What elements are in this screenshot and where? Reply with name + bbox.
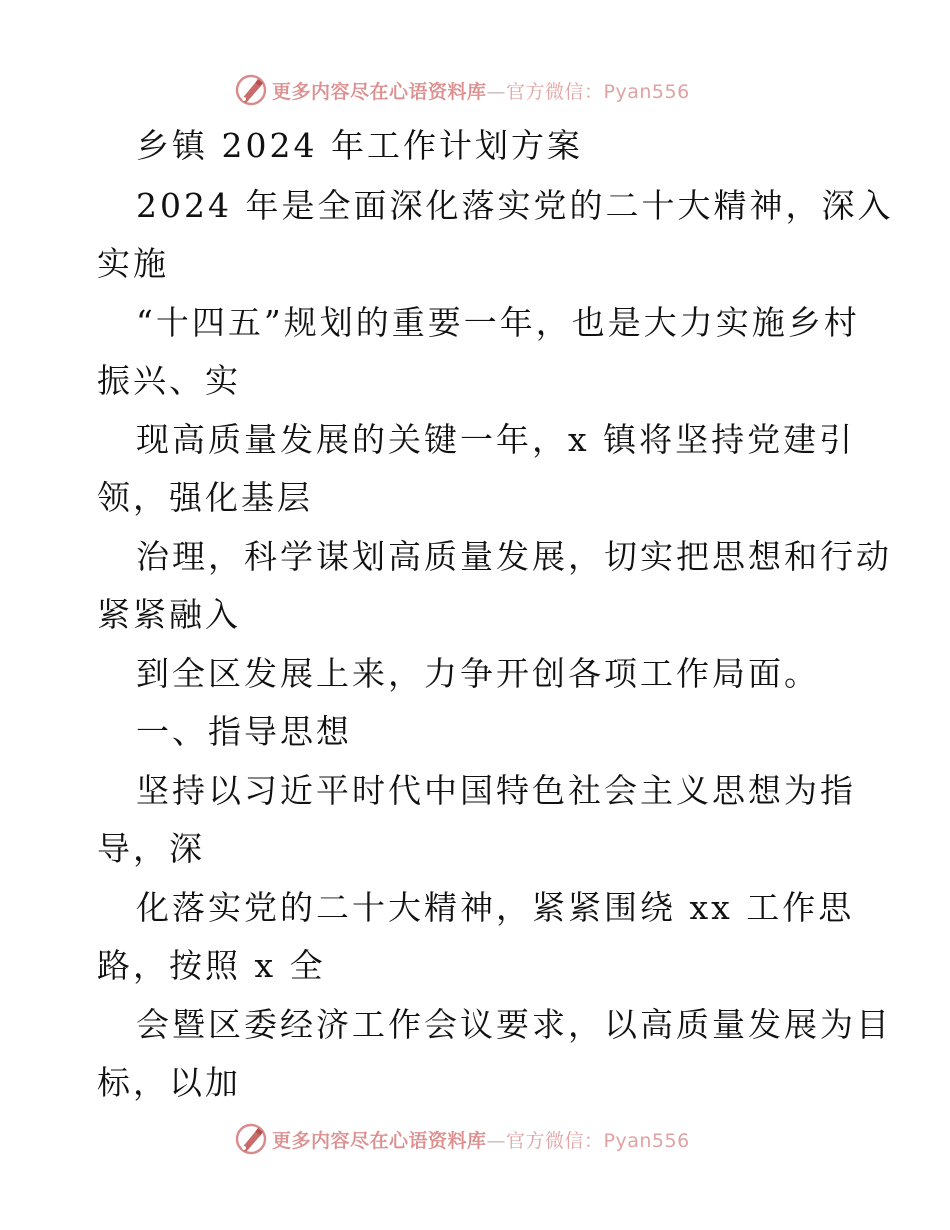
paragraph-line: “十四五”规划的重要一年，也是大力实施乡村: [136, 303, 860, 342]
paragraph-line: 治理，科学谋划高质量发展，切实把思想和行动: [136, 537, 892, 576]
watermark-brand: 更多内容尽在心语资料库: [272, 80, 487, 103]
paragraph-line: 实施: [97, 244, 169, 283]
header-watermark: [234, 73, 690, 107]
footer-watermark: [234, 1122, 690, 1156]
watermark-contact: 官方微信：Pyan556: [506, 1129, 690, 1152]
paragraph-line: 标，以加: [97, 1063, 241, 1102]
paragraph-line: 到全区发展上来，力争开创各项工作局面。: [136, 654, 820, 693]
paragraph-line: 现高质量发展的关键一年，x 镇将坚持党建引: [136, 420, 856, 459]
pen-nib-seal-icon: [234, 1122, 268, 1156]
document-title: 乡镇 2024 年工作计划方案: [136, 126, 583, 165]
paragraph-line: 振兴、实: [97, 361, 241, 400]
paragraph-line: 2024 年是全面深化落实党的二十大精神，深入: [136, 186, 894, 225]
paragraph-line: 会暨区委经济工作会议要求，以高质量发展为目: [136, 1005, 892, 1044]
watermark-contact: 官方微信：Pyan556: [506, 80, 690, 103]
watermark-separator: —: [486, 80, 507, 103]
paragraph-line: 路，按照 x 全: [97, 946, 326, 985]
watermark-separator: —: [486, 1129, 507, 1152]
watermark-brand: 更多内容尽在心语资料库: [272, 1129, 487, 1152]
paragraph-line: 紧紧融入: [97, 595, 241, 634]
paragraph-line: 导，深: [97, 829, 205, 868]
pen-nib-seal-icon: [234, 73, 268, 107]
paragraph-line: 坚持以习近平时代中国特色社会主义思想为指: [136, 771, 856, 810]
paragraph-line: 领，强化基层: [97, 478, 313, 517]
paragraph-line: 化落实党的二十大精神，紧紧围绕 xx 工作思: [136, 888, 855, 927]
section-heading: 一、指导思想: [136, 712, 352, 751]
